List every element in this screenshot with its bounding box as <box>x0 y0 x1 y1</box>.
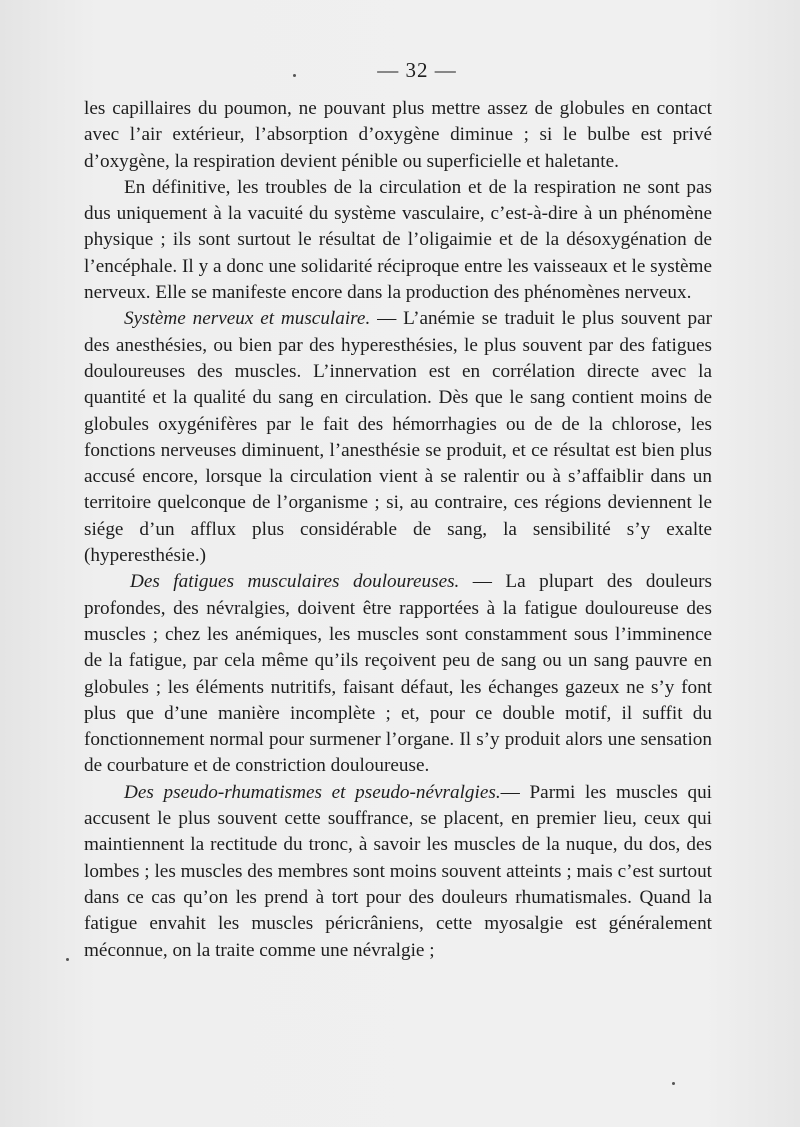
paragraph-4: Des fatigues musculaires douloureuses. — La plupart des douleurs profondes, des névralgies, doivent être rapportées à la fatigue douloureuse des muscles ; chez les anémiques, les muscles sont constamment sous l’imminence de la fatigue, par cela même qu’ils reçoivent peu de sang ou un sang pauvre en globules ; les éléments nutritifs, faisant défaut, les échanges gazeux ne s’y font plus que d’une manière incomplète ; et, pour ce double motif, il suffit du fonctionnement normal pour surmener l’organe. Il s’y produit alors une sensation de courbature et de constriction douloureuse. <box>84 571 712 777</box>
section-heading: Système nerveux et musculaire. <box>124 308 371 330</box>
paragraph-1: les capillaires du poumon, ne pouvant plus mettre assez de globules en contact avec l’air extérieur, l’absorption d’oxygène diminue ; si le bulbe est privé d’oxygène, la respiration devient pénible ou superficielle et haletante. <box>84 98 712 172</box>
ink-speck <box>672 1082 675 1085</box>
section-heading: Des fatigues musculaires douloureuses. <box>130 571 460 593</box>
body-text <box>84 96 712 964</box>
page-number: — 32 — <box>377 58 457 82</box>
section-heading: Des pseudo-rhumatismes et pseudo-névralgies. <box>124 781 501 803</box>
paragraph-3: Système nerveux et musculaire. — L’anémie se traduit le plus souvent par des anesthésies, ou bien par des hyperesthésies, le plus souvent par des fatigues douloureuses des muscles. L’innervation est en corrélation directe avec la quantité et la qualité du sang en circulation. Dès que le sang contient moins de globules oxygénifères par le fait des hémorrhagies ou de de la chlorose, les fonctions nerveuses diminuent, l’anesthésie se produit, et ce résultat est bien plus accusé encore, lorsque la circulation vient à se ralentir ou à s’affaiblir dans un territoire quelconque de l’organisme ; si, au contraire, ces régions deviennent le siége d’un afflux plus considérable de sang, la sensibilité s’y exalte (hyperesthésie.) <box>84 308 713 567</box>
paragraph-5: Des pseudo-rhumatismes et pseudo-névralgies.— Parmi les muscles qui accusent le plus souvent cette souffrance, se placent, en premier lieu, ceux qui maintiennent la rectitude du tronc, à savoir les muscles de la nuque, du dos, des lombes ; les muscles des membres sont moins souvent atteints ; mais c’est surtout dans ce cas qu’on les prend à tort pour des douleurs rhumatismales. Quand la fatigue envahit les muscles péricrâniens, cette myosalgie est généralement méconnue, on la traite comme une névralgie ; <box>84 781 713 961</box>
ink-speck <box>293 74 296 77</box>
paragraph-2: En définitive, les troubles de la circulation et de la respiration ne sont pas dus uniquement à la vacuité du système vasculaire, c’est-à-dire à un phénomène physique ; ils sont surtout le résultat de l’oligaimie et de la désoxygénation de l’encéphale. Il y a donc une solidarité réciproque entre les vaisseaux et le système nerveux. Elle se manifeste encore dans la production des phénomènes nerveux. <box>84 176 712 304</box>
ink-speck <box>66 958 69 961</box>
